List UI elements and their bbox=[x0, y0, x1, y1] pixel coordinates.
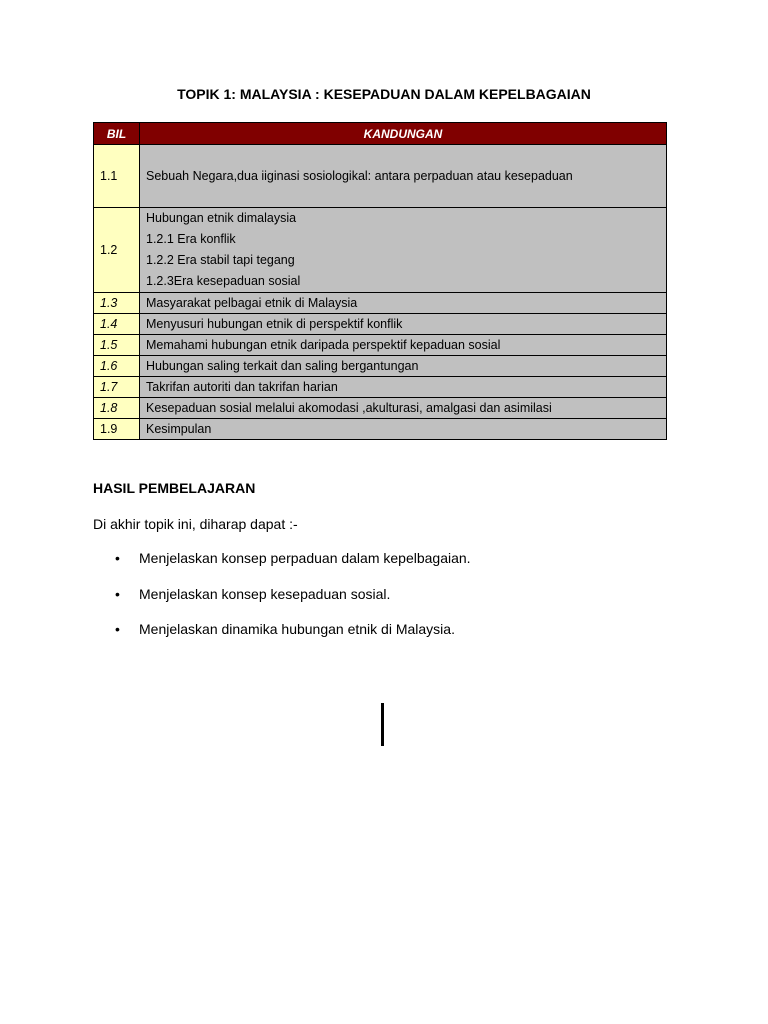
table-row bbox=[94, 335, 667, 356]
table-row bbox=[94, 398, 667, 419]
row-content-line: Hubungan etnik dimalaysia bbox=[146, 211, 297, 225]
table-row bbox=[94, 145, 667, 208]
row-content: Kesimpulan bbox=[140, 419, 667, 440]
document-title: TOPIK 1: MALAYSIA : KESEPADUAN DALAM KEPELBAGAIAN bbox=[177, 86, 591, 102]
table-row bbox=[94, 208, 667, 293]
row-content: Masyarakat pelbagai etnik di Malaysia bbox=[140, 293, 667, 314]
list-item bbox=[93, 541, 471, 577]
header-kandungan: KANDUNGAN bbox=[140, 123, 667, 145]
row-content-line: 1.2.3Era kesepaduan sosial bbox=[146, 274, 301, 288]
row-number: 1.9 bbox=[94, 419, 140, 440]
row-number: 1.6 bbox=[94, 356, 140, 377]
bullet-icon: • bbox=[115, 585, 120, 602]
row-number: 1.4 bbox=[94, 314, 140, 335]
section-heading: HASIL PEMBELAJARAN bbox=[93, 480, 256, 496]
bullet-icon: • bbox=[115, 621, 120, 637]
header-bil: BIL bbox=[94, 123, 140, 145]
row-content: Memahami hubungan etnik daripada perspektif kepaduan sosial bbox=[140, 335, 667, 356]
table-row bbox=[94, 419, 667, 440]
list-item-text: Menjelaskan konsep perpaduan dalam kepelbagaian. bbox=[139, 550, 471, 566]
row-content-line: 1.2.2 Era stabil tapi tegang bbox=[146, 253, 295, 267]
row-content bbox=[140, 208, 667, 293]
row-number: 1.8 bbox=[94, 398, 140, 419]
row-content: Hubungan saling terkait dan saling bergantungan bbox=[140, 356, 667, 377]
text-cursor bbox=[381, 703, 384, 746]
row-number: 1.7 bbox=[94, 377, 140, 398]
row-content-line: 1.2.1 Era konflik bbox=[146, 232, 236, 246]
row-content: Kesepaduan sosial melalui akomodasi ,akulturasi, amalgasi dan asimilasi bbox=[140, 398, 667, 419]
row-content: Menyusuri hubungan etnik di perspektif konflik bbox=[140, 314, 667, 335]
table-header-row bbox=[94, 123, 667, 145]
learning-outcomes-list bbox=[93, 541, 471, 648]
table-row bbox=[94, 356, 667, 377]
list-item-text: Menjelaskan dinamika hubungan etnik di Malaysia. bbox=[139, 621, 455, 637]
row-content: Takrifan autoriti dan takrifan harian bbox=[140, 377, 667, 398]
row-number: 1.5 bbox=[94, 335, 140, 356]
list-item-text: Menjelaskan konsep kesepaduan sosial. bbox=[139, 585, 391, 602]
list-item bbox=[93, 612, 471, 648]
row-content: Sebuah Negara,dua iiginasi sosiologikal: antara perpaduan atau kesepaduan bbox=[140, 145, 667, 208]
row-number: 1.1 bbox=[94, 145, 140, 208]
table-row bbox=[94, 293, 667, 314]
table-row bbox=[94, 314, 667, 335]
table-row bbox=[94, 377, 667, 398]
row-number: 1.2 bbox=[94, 208, 140, 293]
contents-table bbox=[93, 122, 667, 440]
bullet-icon: • bbox=[115, 550, 120, 566]
list-item bbox=[93, 577, 471, 613]
row-number: 1.3 bbox=[94, 293, 140, 314]
section-intro: Di akhir topik ini, diharap dapat :- bbox=[93, 516, 298, 532]
